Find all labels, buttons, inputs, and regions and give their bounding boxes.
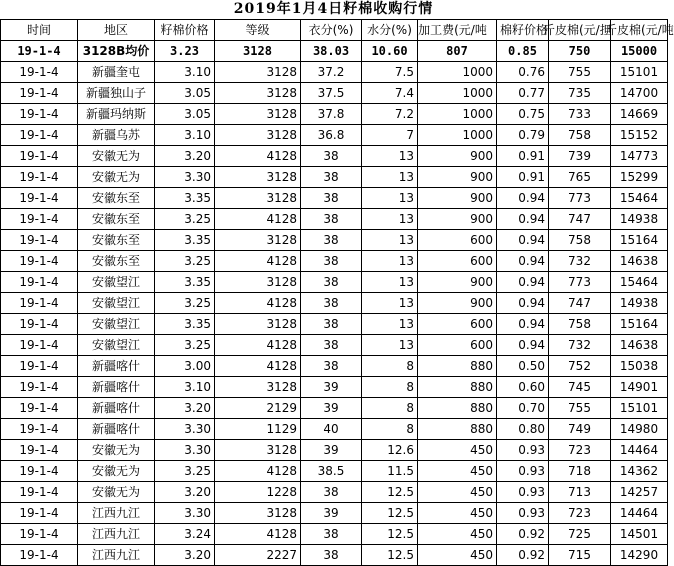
table-cell[interactable]: 758 — [549, 314, 611, 335]
table-cell[interactable]: 755 — [549, 398, 611, 419]
header-cell[interactable]: 斤皮棉(元/担 — [549, 20, 611, 41]
table-cell[interactable]: 0.80 — [497, 419, 549, 440]
table-cell[interactable]: 新疆喀什 — [78, 419, 155, 440]
table-cell[interactable]: 3.35 — [155, 272, 215, 293]
table-cell[interactable]: 14938 — [611, 293, 668, 314]
table-cell[interactable]: 0.93 — [497, 482, 549, 503]
table-cell[interactable]: 19-1-4 — [1, 272, 78, 293]
table-cell[interactable]: 755 — [549, 62, 611, 83]
table-row — [1, 251, 668, 272]
avg-cell[interactable]: 807 — [418, 41, 497, 62]
table-cell[interactable]: 安徽无为 — [78, 482, 155, 503]
table-cell[interactable]: 2129 — [215, 398, 301, 419]
table-cell[interactable]: 600 — [418, 314, 497, 335]
table-cell[interactable]: 1000 — [418, 62, 497, 83]
table-cell[interactable]: 13 — [362, 230, 418, 251]
table-cell[interactable]: 3128 — [215, 503, 301, 524]
table-cell[interactable]: 15164 — [611, 314, 668, 335]
table-cell[interactable]: 3128 — [215, 230, 301, 251]
table-cell[interactable]: 450 — [418, 503, 497, 524]
table-cell[interactable]: 15164 — [611, 230, 668, 251]
table-row — [1, 62, 668, 83]
table-cell[interactable]: 773 — [549, 272, 611, 293]
avg-cell[interactable]: 3128 — [215, 41, 301, 62]
table-row — [1, 272, 668, 293]
table-cell[interactable]: 38 — [301, 272, 362, 293]
table-cell[interactable]: 安徽东至 — [78, 230, 155, 251]
table-row — [1, 335, 668, 356]
table-cell[interactable]: 3.25 — [155, 209, 215, 230]
table-cell[interactable]: 安徽东至 — [78, 188, 155, 209]
table-cell[interactable]: 747 — [549, 293, 611, 314]
table-cell[interactable]: 900 — [418, 167, 497, 188]
table-cell[interactable]: 3128 — [215, 62, 301, 83]
table-cell[interactable]: 900 — [418, 188, 497, 209]
table-cell[interactable]: 450 — [418, 440, 497, 461]
table-cell[interactable]: 新疆玛纳斯 — [78, 104, 155, 125]
table-cell[interactable]: 14464 — [611, 440, 668, 461]
table-cell[interactable]: 15101 — [611, 62, 668, 83]
table-cell[interactable]: 752 — [549, 356, 611, 377]
table-cell[interactable]: 19-1-4 — [1, 209, 78, 230]
table-cell[interactable]: 新疆奎屯 — [78, 62, 155, 83]
table-cell[interactable]: 600 — [418, 230, 497, 251]
table-cell[interactable]: 3.35 — [155, 314, 215, 335]
table-cell[interactable]: 8 — [362, 419, 418, 440]
avg-cell[interactable]: 3.23 — [155, 41, 215, 62]
table-cell[interactable]: 14669 — [611, 104, 668, 125]
table-cell[interactable]: 19-1-4 — [1, 293, 78, 314]
table-cell[interactable]: 3.25 — [155, 293, 215, 314]
table-cell[interactable]: 38 — [301, 482, 362, 503]
avg-cell[interactable]: 19-1-4 — [1, 41, 78, 62]
table-cell[interactable]: 8 — [362, 398, 418, 419]
table-cell[interactable]: 733 — [549, 104, 611, 125]
table-cell[interactable]: 4128 — [215, 293, 301, 314]
table-cell[interactable]: 0.91 — [497, 146, 549, 167]
table-row — [1, 188, 668, 209]
table-cell[interactable]: 19-1-4 — [1, 62, 78, 83]
table-cell[interactable]: 758 — [549, 125, 611, 146]
table-cell[interactable]: 3128 — [215, 188, 301, 209]
table-cell[interactable]: 3.25 — [155, 251, 215, 272]
price-table — [0, 19, 674, 566]
table-cell[interactable]: 773 — [549, 188, 611, 209]
table-row — [1, 524, 668, 545]
header-cell[interactable]: 衣分(%) — [301, 20, 362, 41]
table-cell[interactable]: 715 — [549, 545, 611, 566]
table-cell[interactable]: 安徽望江 — [78, 335, 155, 356]
header-row — [1, 20, 668, 41]
table-cell[interactable]: 8 — [362, 377, 418, 398]
table-row — [1, 293, 668, 314]
table-cell[interactable]: 14901 — [611, 377, 668, 398]
table-cell[interactable]: 4128 — [215, 356, 301, 377]
table-cell[interactable]: 0.70 — [497, 398, 549, 419]
table-cell[interactable]: 39 — [301, 398, 362, 419]
table-row — [1, 377, 668, 398]
table-cell[interactable]: 3.05 — [155, 83, 215, 104]
table-cell[interactable]: 15464 — [611, 188, 668, 209]
table-cell[interactable]: 安徽望江 — [78, 314, 155, 335]
header-cell[interactable]: 籽棉价格 — [155, 20, 215, 41]
table-cell[interactable]: 19-1-4 — [1, 503, 78, 524]
table-cell[interactable]: 900 — [418, 209, 497, 230]
table-cell[interactable]: 0.94 — [497, 209, 549, 230]
table-cell[interactable]: 江西九江 — [78, 545, 155, 566]
table-cell[interactable]: 38 — [301, 167, 362, 188]
table-cell[interactable]: 14980 — [611, 419, 668, 440]
table-cell[interactable]: 38 — [301, 545, 362, 566]
table-cell[interactable]: 7.2 — [362, 104, 418, 125]
table-cell[interactable]: 713 — [549, 482, 611, 503]
table-cell[interactable]: 3.20 — [155, 146, 215, 167]
average-row — [1, 41, 668, 62]
table-cell[interactable]: 38 — [301, 524, 362, 545]
table-row — [1, 230, 668, 251]
table-cell[interactable]: 900 — [418, 293, 497, 314]
table-cell[interactable]: 13 — [362, 146, 418, 167]
table-cell[interactable]: 新疆喀什 — [78, 398, 155, 419]
table-cell[interactable]: 13 — [362, 209, 418, 230]
table-row — [1, 419, 668, 440]
table-cell[interactable]: 安徽无为 — [78, 167, 155, 188]
table-cell[interactable]: 3128 — [215, 314, 301, 335]
table-cell[interactable]: 江西九江 — [78, 503, 155, 524]
avg-cell[interactable]: 15000 — [611, 41, 668, 62]
avg-cell[interactable]: 38.03 — [301, 41, 362, 62]
header-cell[interactable]: 时间 — [1, 20, 78, 41]
table-row — [1, 482, 668, 503]
table-cell[interactable]: 450 — [418, 545, 497, 566]
table-cell[interactable]: 600 — [418, 251, 497, 272]
table-cell[interactable]: 15464 — [611, 272, 668, 293]
table-cell[interactable]: 8 — [362, 356, 418, 377]
table-cell[interactable]: 1000 — [418, 104, 497, 125]
table-cell[interactable]: 735 — [549, 83, 611, 104]
table-row — [1, 398, 668, 419]
table-cell[interactable]: 19-1-4 — [1, 314, 78, 335]
table-cell[interactable]: 7.5 — [362, 62, 418, 83]
table-cell[interactable]: 0.94 — [497, 272, 549, 293]
header-cell[interactable]: 加工费(元/吨 — [418, 20, 497, 41]
table-cell[interactable]: 0.77 — [497, 83, 549, 104]
table-cell[interactable]: 3.35 — [155, 188, 215, 209]
header-cell[interactable]: 水分(%) — [362, 20, 418, 41]
table-cell[interactable]: 725 — [549, 524, 611, 545]
table-cell[interactable]: 0.76 — [497, 62, 549, 83]
table-cell[interactable]: 38 — [301, 335, 362, 356]
table-cell[interactable]: 880 — [418, 419, 497, 440]
table-cell[interactable]: 0.94 — [497, 335, 549, 356]
table-cell[interactable]: 900 — [418, 146, 497, 167]
table-cell[interactable]: 19-1-4 — [1, 230, 78, 251]
header-cell[interactable]: 等级 — [215, 20, 301, 41]
table-cell[interactable]: 13 — [362, 167, 418, 188]
table-cell[interactable]: 4128 — [215, 251, 301, 272]
table-row — [1, 167, 668, 188]
table-cell[interactable]: 880 — [418, 377, 497, 398]
avg-cell[interactable]: 0.85 — [497, 41, 549, 62]
table-cell[interactable]: 19-1-4 — [1, 104, 78, 125]
table-cell[interactable]: 19-1-4 — [1, 440, 78, 461]
avg-cell[interactable]: 750 — [549, 41, 611, 62]
table-cell[interactable]: 3128 — [215, 440, 301, 461]
table-cell[interactable]: 4128 — [215, 524, 301, 545]
table-row — [1, 314, 668, 335]
table-cell[interactable]: 14773 — [611, 146, 668, 167]
table-cell[interactable]: 12.5 — [362, 482, 418, 503]
table-cell[interactable]: 450 — [418, 524, 497, 545]
table-cell[interactable]: 0.93 — [497, 503, 549, 524]
table-cell[interactable]: 765 — [549, 167, 611, 188]
table-cell[interactable]: 732 — [549, 251, 611, 272]
table-cell[interactable]: 19-1-4 — [1, 251, 78, 272]
table-cell[interactable]: 14290 — [611, 545, 668, 566]
table-cell[interactable]: 3128 — [215, 83, 301, 104]
table-cell[interactable]: 13 — [362, 314, 418, 335]
table-cell[interactable]: 39 — [301, 503, 362, 524]
table-row — [1, 545, 668, 566]
table-cell[interactable]: 12.5 — [362, 524, 418, 545]
table-cell[interactable]: 3.20 — [155, 482, 215, 503]
table-cell[interactable]: 3.10 — [155, 125, 215, 146]
table-cell[interactable]: 1000 — [418, 125, 497, 146]
table-cell[interactable]: 13 — [362, 272, 418, 293]
table-cell[interactable]: 38 — [301, 356, 362, 377]
table-cell[interactable]: 0.94 — [497, 188, 549, 209]
table-cell[interactable]: 13 — [362, 293, 418, 314]
table-cell[interactable]: 3128 — [215, 125, 301, 146]
table-cell[interactable]: 12.6 — [362, 440, 418, 461]
header-cell[interactable]: 地区 — [78, 20, 155, 41]
table-cell[interactable]: 39 — [301, 440, 362, 461]
table-row — [1, 440, 668, 461]
table-cell[interactable]: 19-1-4 — [1, 398, 78, 419]
table-cell[interactable]: 38 — [301, 230, 362, 251]
table-cell[interactable]: 3.20 — [155, 398, 215, 419]
table-cell[interactable]: 4128 — [215, 335, 301, 356]
table-cell[interactable]: 19-1-4 — [1, 461, 78, 482]
table-cell[interactable]: 19-1-4 — [1, 545, 78, 566]
sheet-title: 2019年1月4日籽棉收购行情 — [233, 1, 434, 17]
table-cell[interactable]: 0.93 — [497, 440, 549, 461]
table-cell[interactable]: 3128 — [215, 377, 301, 398]
table-cell[interactable]: 38 — [301, 293, 362, 314]
table-row — [1, 125, 668, 146]
table-cell[interactable]: 880 — [418, 398, 497, 419]
table-cell[interactable]: 723 — [549, 440, 611, 461]
table-cell[interactable]: 40 — [301, 419, 362, 440]
table-cell[interactable]: 13 — [362, 335, 418, 356]
table-cell[interactable]: 745 — [549, 377, 611, 398]
avg-cell[interactable]: 3128B均价 — [78, 41, 155, 62]
table-cell[interactable]: 新疆乌苏 — [78, 125, 155, 146]
table-cell[interactable]: 1228 — [215, 482, 301, 503]
table-cell[interactable]: 安徽东至 — [78, 209, 155, 230]
table-cell[interactable]: 新疆独山子 — [78, 83, 155, 104]
table-cell[interactable]: 14362 — [611, 461, 668, 482]
table-cell[interactable]: 新疆喀什 — [78, 356, 155, 377]
table-cell[interactable]: 0.93 — [497, 461, 549, 482]
table-cell[interactable]: 19-1-4 — [1, 377, 78, 398]
table-cell[interactable]: 758 — [549, 230, 611, 251]
table-cell[interactable]: 19-1-4 — [1, 356, 78, 377]
table-cell[interactable]: 4128 — [215, 146, 301, 167]
table-cell[interactable]: 14638 — [611, 251, 668, 272]
table-cell[interactable]: 安徽无为 — [78, 461, 155, 482]
table-cell[interactable]: 0.60 — [497, 377, 549, 398]
table-cell[interactable]: 723 — [549, 503, 611, 524]
table-cell[interactable]: 0.94 — [497, 230, 549, 251]
table-cell[interactable]: 14257 — [611, 482, 668, 503]
table-cell[interactable]: 2227 — [215, 545, 301, 566]
table-cell[interactable]: 0.50 — [497, 356, 549, 377]
table-cell[interactable]: 739 — [549, 146, 611, 167]
table-cell[interactable]: 0.92 — [497, 524, 549, 545]
table-cell[interactable]: 3.30 — [155, 503, 215, 524]
table-row — [1, 209, 668, 230]
table-cell[interactable]: 3.30 — [155, 440, 215, 461]
table-cell[interactable]: 12.5 — [362, 503, 418, 524]
table-cell[interactable]: 37.5 — [301, 83, 362, 104]
table-cell[interactable]: 14464 — [611, 503, 668, 524]
table-cell[interactable]: 880 — [418, 356, 497, 377]
header-cell[interactable]: 棉籽价格 — [497, 20, 549, 41]
table-cell[interactable]: 3.25 — [155, 461, 215, 482]
table-row — [1, 104, 668, 125]
table-cell[interactable]: 4128 — [215, 209, 301, 230]
table-cell[interactable]: 19-1-4 — [1, 482, 78, 503]
table-cell[interactable]: 14638 — [611, 335, 668, 356]
table-cell[interactable]: 450 — [418, 482, 497, 503]
table-cell[interactable]: 1000 — [418, 83, 497, 104]
table-cell[interactable]: 0.94 — [497, 314, 549, 335]
table-cell[interactable]: 14938 — [611, 209, 668, 230]
header-cell[interactable]: 斤皮棉(元/吨 — [611, 20, 668, 41]
table-cell[interactable]: 749 — [549, 419, 611, 440]
table-cell[interactable]: 3.30 — [155, 419, 215, 440]
table-cell[interactable]: 718 — [549, 461, 611, 482]
table-cell[interactable]: 15299 — [611, 167, 668, 188]
table-cell[interactable]: 0.94 — [497, 251, 549, 272]
table-cell[interactable]: 3.05 — [155, 104, 215, 125]
table-cell[interactable]: 1129 — [215, 419, 301, 440]
table-cell[interactable]: 14700 — [611, 83, 668, 104]
table-cell[interactable]: 0.91 — [497, 167, 549, 188]
table-cell[interactable]: 3.35 — [155, 230, 215, 251]
table-cell[interactable]: 安徽无为 — [78, 440, 155, 461]
table-cell[interactable]: 3.10 — [155, 377, 215, 398]
table-cell[interactable]: 3128 — [215, 272, 301, 293]
table-cell[interactable]: 3128 — [215, 167, 301, 188]
table-cell[interactable]: 747 — [549, 209, 611, 230]
table-row — [1, 461, 668, 482]
table-cell[interactable]: 19-1-4 — [1, 167, 78, 188]
table-cell[interactable]: 36.8 — [301, 125, 362, 146]
table-cell[interactable]: 0.75 — [497, 104, 549, 125]
table-cell[interactable]: 安徽望江 — [78, 272, 155, 293]
table-cell[interactable]: 14501 — [611, 524, 668, 545]
table-cell[interactable]: 3.24 — [155, 524, 215, 545]
table-cell[interactable]: 19-1-4 — [1, 83, 78, 104]
table-cell[interactable]: 38 — [301, 146, 362, 167]
table-cell[interactable]: 安徽东至 — [78, 251, 155, 272]
table-cell[interactable]: 15038 — [611, 356, 668, 377]
table-cell[interactable]: 19-1-4 — [1, 125, 78, 146]
table-cell[interactable]: 0.92 — [497, 545, 549, 566]
table-cell[interactable]: 0.79 — [497, 125, 549, 146]
table-cell[interactable]: 38 — [301, 188, 362, 209]
table-cell[interactable]: 39 — [301, 377, 362, 398]
table-cell[interactable]: 11.5 — [362, 461, 418, 482]
table-cell[interactable]: 38 — [301, 251, 362, 272]
avg-cell[interactable]: 10.60 — [362, 41, 418, 62]
table-cell[interactable]: 江西九江 — [78, 524, 155, 545]
table-cell[interactable]: 37.8 — [301, 104, 362, 125]
table-cell[interactable]: 3.30 — [155, 167, 215, 188]
table-cell[interactable]: 4128 — [215, 461, 301, 482]
table-cell[interactable]: 15101 — [611, 398, 668, 419]
table-cell[interactable]: 732 — [549, 335, 611, 356]
table-cell[interactable]: 600 — [418, 335, 497, 356]
table-cell[interactable]: 3.25 — [155, 335, 215, 356]
table-cell[interactable]: 3.10 — [155, 62, 215, 83]
table-cell[interactable]: 38 — [301, 209, 362, 230]
table-cell[interactable]: 450 — [418, 461, 497, 482]
table-cell[interactable]: 安徽望江 — [78, 293, 155, 314]
table-cell[interactable]: 19-1-4 — [1, 188, 78, 209]
table-row — [1, 503, 668, 524]
table-cell[interactable]: 19-1-4 — [1, 524, 78, 545]
table-cell[interactable]: 19-1-4 — [1, 146, 78, 167]
table-row — [1, 146, 668, 167]
table-row — [1, 356, 668, 377]
table-cell[interactable]: 19-1-4 — [1, 419, 78, 440]
table-cell[interactable]: 900 — [418, 272, 497, 293]
table-row — [1, 83, 668, 104]
table-cell[interactable]: 19-1-4 — [1, 335, 78, 356]
table-cell[interactable]: 38.5 — [301, 461, 362, 482]
table-cell[interactable]: 38 — [301, 314, 362, 335]
table-cell[interactable]: 15152 — [611, 125, 668, 146]
table-cell[interactable]: 3128 — [215, 104, 301, 125]
table-cell[interactable]: 3.00 — [155, 356, 215, 377]
table-cell[interactable]: 安徽无为 — [78, 146, 155, 167]
table-cell[interactable]: 13 — [362, 251, 418, 272]
table-cell[interactable]: 37.2 — [301, 62, 362, 83]
table-cell[interactable]: 12.5 — [362, 545, 418, 566]
table-cell[interactable]: 3.20 — [155, 545, 215, 566]
table-cell[interactable]: 7.4 — [362, 83, 418, 104]
table-cell[interactable]: 13 — [362, 188, 418, 209]
table-cell[interactable]: 0.94 — [497, 293, 549, 314]
table-cell[interactable]: 新疆喀什 — [78, 377, 155, 398]
table-cell[interactable]: 7 — [362, 125, 418, 146]
